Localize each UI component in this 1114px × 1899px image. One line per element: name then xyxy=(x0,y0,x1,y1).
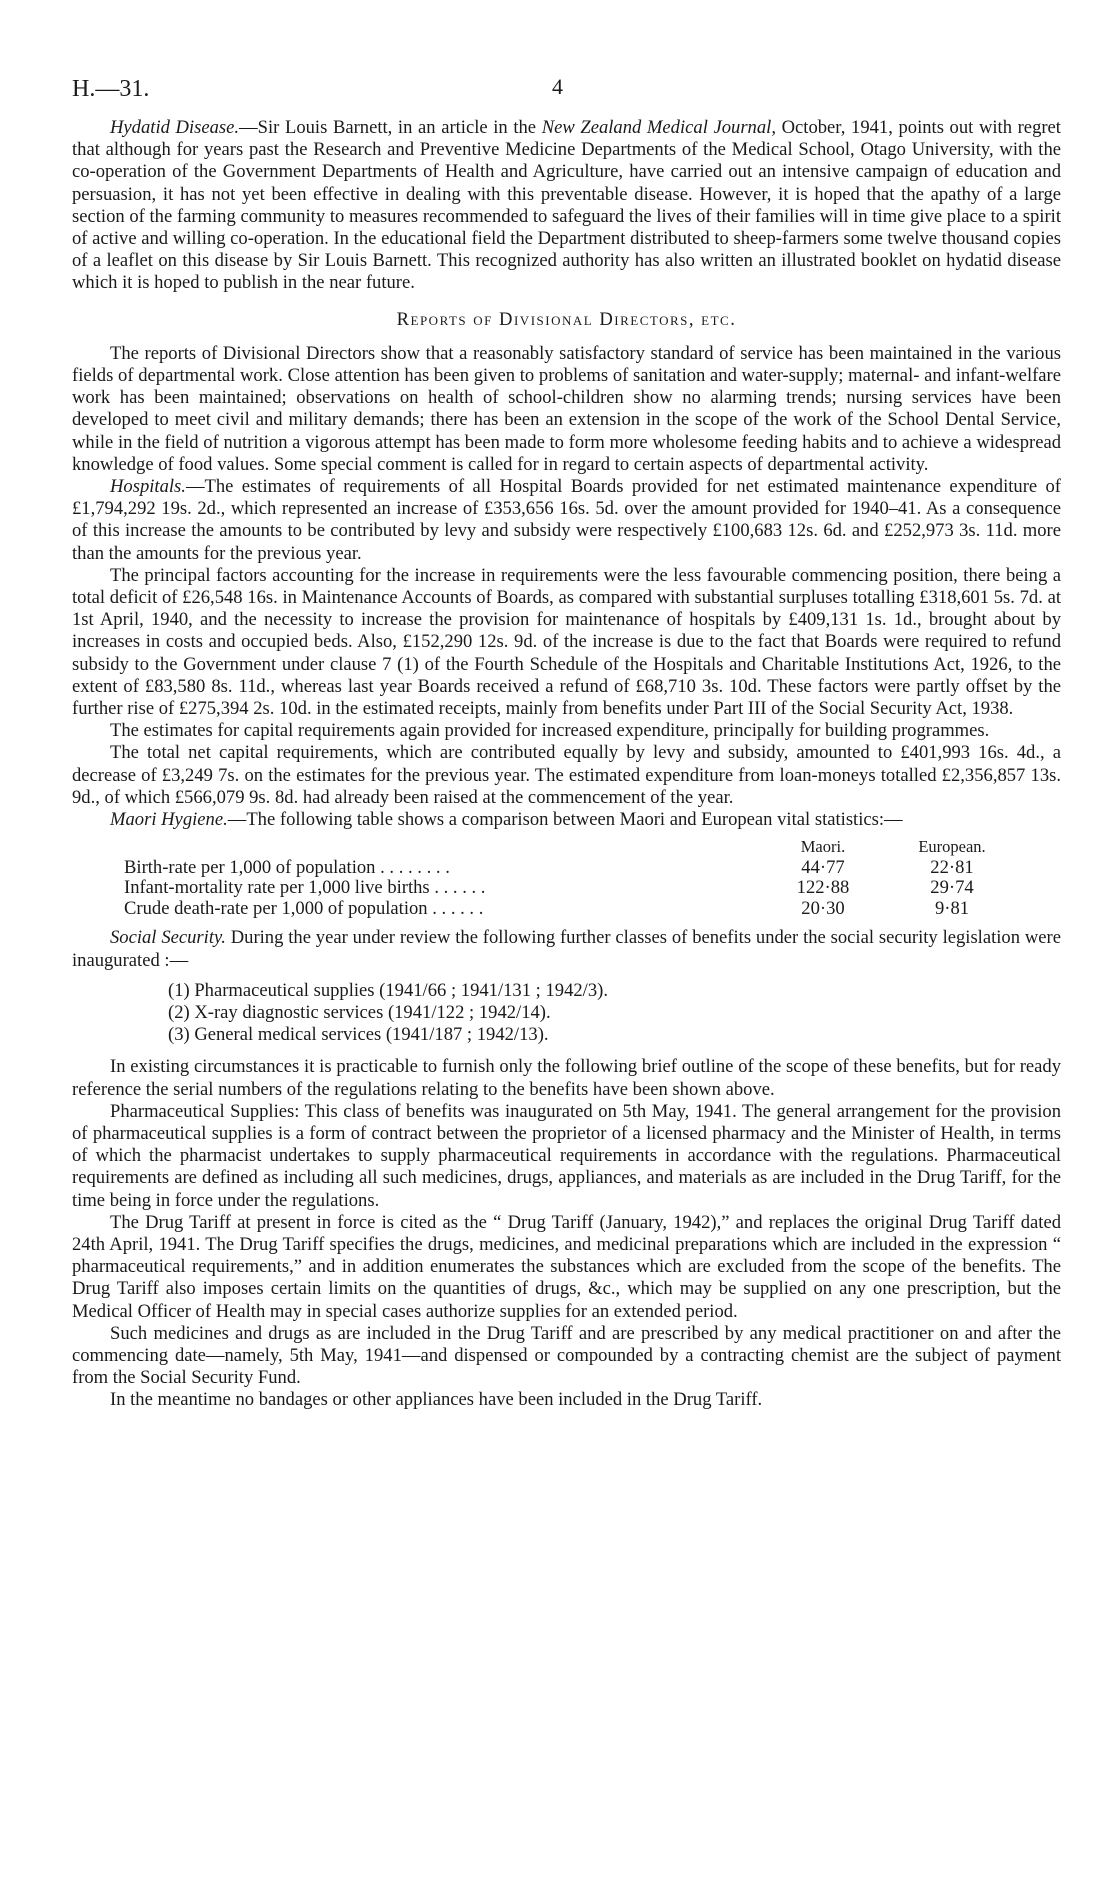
table-header-row xyxy=(124,837,1022,858)
paragraph-principal-factors: The principal factors accounting for the increase in requirements were the less favourable commencing position, there being a total deficit of £26,548 16s. in Maintenance Accounts of Boards, as compared with substantial surpluses totalling £318,601 5s. 7d. at 1st April, 1940, and the necessity to increase the provision for maintenance of hospitals by £409,131 1s. 1d., brought about by increases in costs and occupied beds. Also, £152,290 12s. 9d. of the increase is due to the fact that Boards were required to refund subsidy to the Government under clause 7 (1) of the Fourth Schedule of the Hospitals and Charitable Institutions Act, 1926, to the extent of £83,580 8s. 11d., whereas last year Boards received a refund of £68,710 3s. 10d. These factors were partly offset by the further rise of £275,394 2s. 10d. in the estimated receipts, mainly from benefits under Part III of the Social Security Act, 1938. xyxy=(72,564,1061,720)
row-label: Infant-mortality rate per 1,000 live births . . . . . . xyxy=(124,877,486,899)
section-heading: Reports of Divisional Directors, etc. xyxy=(396,308,737,330)
paragraph-social-security xyxy=(72,927,1061,971)
paragraph-bandages: In the meantime no bandages or other appliances have been included in the Drug Tariff. xyxy=(110,1389,763,1411)
row-label: Crude death-rate per 1,000 of population . . . . . . xyxy=(124,897,484,919)
benefit-classes-list xyxy=(168,980,1061,1047)
table-row xyxy=(124,878,1022,899)
european-value: 29·74 xyxy=(930,877,974,899)
section-lead-hospitals: Hospitals. xyxy=(110,476,186,498)
column-header-european: European. xyxy=(918,837,986,857)
list-item: (1) Pharmaceutical supplies (1941/66 ; 1941/131 ; 1942/3). xyxy=(168,979,608,1001)
report-reference: H.—31. xyxy=(72,76,150,102)
paragraph-medicines-payment: Such medicines and drugs as are included in the Drug Tariff and are prescribed by any medical practitioner on and after the commencing date—namely, 5th May, 1941—and dispensed or compounded by a contracting chemist are the subject of payment from the Social Security Fund. xyxy=(72,1322,1061,1389)
table-header-blank xyxy=(124,837,764,858)
european-value: 22·81 xyxy=(930,856,974,878)
paragraph-hydatid-disease xyxy=(72,117,1061,295)
list-item: (2) X-ray diagnostic services (1941/122 ; 1942/14). xyxy=(168,1001,551,1023)
paragraph-text: October, 1941, points out with regret that although for years past the Research and Preventive Medicine Departments of the Medical School, Otago University, with the co-operation of the Government Departments of Health and Agriculture, have carried out an intensive campaign of education and persuasion, it has not yet been effective in dealing with this preventable disease. However, it is hoped that the apathy of a large section of the farming community to measures recommended to safeguard the lives of their families will in time give place to a spirit of active and willing co-operation. In the educational field the Department distributed to sheep-farmers some twelve thousand copies of a leaflet on this disease by Sir Louis Barnett. This recognized authority has also written an illustrated booklet on hydatid disease which it is hoped to publish in the near future. xyxy=(72,117,1061,294)
document-body xyxy=(72,117,1061,1412)
paragraph-text: —Sir Louis Barnett, in an article in the xyxy=(239,117,542,138)
page-number: 4 xyxy=(552,74,563,99)
paragraph-drug-tariff: The Drug Tariff at present in force is cited as the “ Drug Tariff (January, 1942),” and replaces the original Drug Tariff dated 24th April, 1941. The Drug Tariff specifies the drugs, medicines, and medicinal preparations which are included in the expression “ pharmaceutical requirements,” and in addition enumerates the substances which are excluded from the scope of the benefits. The Drug Tariff also imposes certain limits on the quantities of drugs, &c., which may be supplied on any one prescription, but the Medical Officer of Health may in special cases authorize supplies for an extended period. xyxy=(72,1211,1061,1322)
maori-value: 44·77 xyxy=(801,856,845,878)
paragraph-text: During the year under review the following further classes of benefits under the social security legislation were inaugurated :— xyxy=(72,927,1061,971)
paragraph-existing-circumstances: In existing circumstances it is practicable to furnish only the following brief outline of the scope of these benefits, but for ready reference the serial numbers of the regulations relating to the benefits have been shown above. xyxy=(72,1056,1061,1100)
paragraph-text: —The following table shows a comparison between Maori and European vital statistics:— xyxy=(227,809,903,831)
paragraph-capital-estimates: The estimates for capital requirements again provided for increased expenditure, principally for building programmes. xyxy=(110,720,990,742)
section-lead-maori: Maori Hygiene. xyxy=(110,809,228,831)
section-lead-social-security: Social Security. xyxy=(110,927,226,949)
european-value: 9·81 xyxy=(934,897,970,919)
paragraph-hospitals xyxy=(72,476,1061,565)
vital-statistics-table xyxy=(124,837,1022,919)
table-row xyxy=(124,899,1022,920)
paragraph-pharmaceutical-supplies: Pharmaceutical Supplies: This class of benefits was inaugurated on 5th May, 1941. The general arrangement for the provision of pharmaceutical supplies is a form of contract between the proprietor of a licensed pharmacy and the Minister of Health, in terms of which the pharmacist undertakes to supply pharmaceutical requirements in accordance with the regulations. Pharmaceutical requirements are defined as including all such medicines, drugs, appliances, and materials as are included in the Drug Tariff, for the time being in force under the regulations. xyxy=(72,1100,1061,1211)
journal-title: New Zealand Medical Journal, xyxy=(541,117,776,138)
paragraph-divisional-reports: The reports of Divisional Directors show that a reasonably satisfactory standard of service has been maintained in the various fields of departmental work. Close attention has been given to problems of sanitation and water-supply; maternal- and infant-welfare work has been maintained; observations on health of school-children show no alarming trends; nursing services have been developed to meet civil and military demands; there has been an extension in the scope of the work of the School Dental Service, while in the field of nutrition a vigorous attempt has been made to form more wholesome feeding habits and to achieve a widespread knowledge of food values. Some special comment is called for in regard to certain aspects of departmental activity. xyxy=(72,342,1061,475)
paragraph-text: —The estimates of requirements of all Hospital Boards provided for net estimated maintenance expenditure of £1,794,292 19s. 2d., which represented an increase of £353,656 16s. 5d. over the amount provided for 1940–41. As a consequence of this increase the amounts to be contributed by levy and subsidy were respectively £100,683 12s. 6d. and £252,973 3s. 11d. more than the amounts for the previous year. xyxy=(72,476,1061,564)
list-item: (3) General medical services (1941/187 ; 1942/13). xyxy=(168,1024,549,1046)
paragraph-capital-total: The total net capital requirements, which are contributed equally by levy and subsidy, amounted to £401,993 16s. 4d., a decrease of £3,249 7s. on the estimates for the previous year. The estimated expenditure from loan-moneys totalled £2,356,857 13s. 9d., of which £566,079 9s. 8d. had already been raised at the commencement of the year. xyxy=(72,742,1061,808)
paragraph-maori-hygiene xyxy=(72,809,1061,831)
column-header-maori: Maori. xyxy=(800,837,846,857)
maori-value: 122·88 xyxy=(796,877,850,899)
table-row xyxy=(124,858,1022,879)
maori-value: 20·30 xyxy=(801,897,845,919)
row-label: Birth-rate per 1,000 of population . . . . . . . . xyxy=(124,856,450,878)
page-header xyxy=(72,70,1072,104)
section-lead-hydatid: Hydatid Disease. xyxy=(110,117,240,138)
